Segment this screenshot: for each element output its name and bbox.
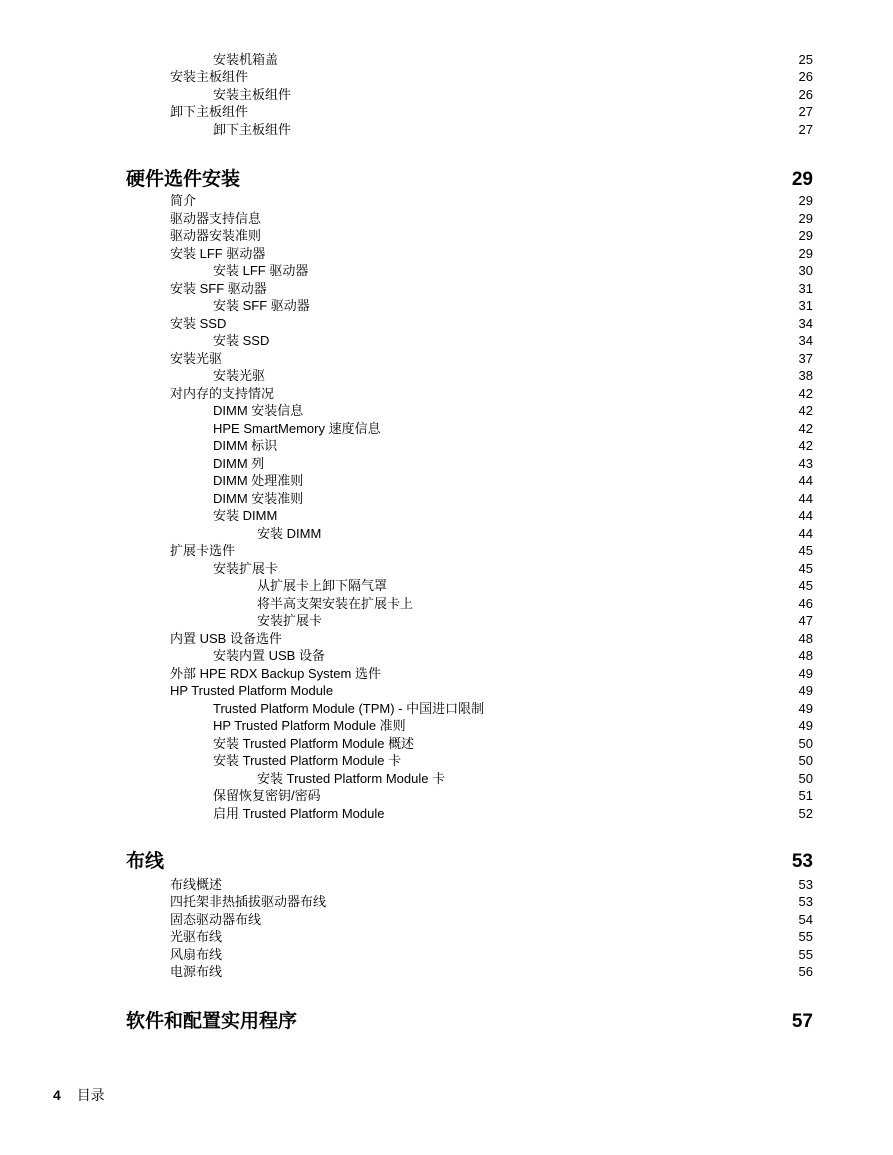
- toc-entry[interactable]: [213, 735, 813, 752]
- toc-entry-page: 27: [798, 104, 813, 119]
- toc-entry-page: 55: [798, 947, 813, 962]
- toc-entry[interactable]: [170, 682, 813, 699]
- toc-entry-title: DIMM 安装信息: [213, 403, 304, 418]
- toc-entry[interactable]: [170, 227, 813, 244]
- toc-entry-page: 45: [798, 578, 813, 593]
- toc-entry-page: 44: [798, 473, 813, 488]
- toc-entry-page: 55: [798, 929, 813, 944]
- toc-chapter-title: 硬件选件安装: [126, 169, 241, 190]
- toc-entry[interactable]: [170, 350, 813, 367]
- toc-entry-title: 安装 SFF 驱动器: [170, 281, 267, 296]
- toc-entry-page: 49: [798, 683, 813, 698]
- toc-entry[interactable]: [213, 121, 813, 138]
- toc-entry[interactable]: [213, 560, 813, 577]
- toc-entry[interactable]: [170, 315, 813, 332]
- toc-entry-title: 扩展卡选件: [170, 543, 236, 558]
- toc-entry-title: 布线概述: [170, 877, 223, 892]
- toc-entry-page: 50: [798, 736, 813, 751]
- toc-entry[interactable]: [170, 385, 813, 402]
- toc-entry[interactable]: [170, 280, 813, 297]
- toc-entry-title: 电源布线: [170, 964, 223, 979]
- toc-entry-page: 31: [798, 281, 813, 296]
- footer-section-label: 目录: [76, 1087, 105, 1103]
- toc-entry[interactable]: [257, 577, 813, 594]
- toc-entry[interactable]: [170, 103, 813, 120]
- page-footer: [53, 1086, 105, 1104]
- toc-entry-page: 43: [798, 456, 813, 471]
- toc-entry-page: 29: [798, 211, 813, 226]
- toc-entry-page: 49: [798, 666, 813, 681]
- toc-entry[interactable]: [213, 647, 813, 664]
- toc-entry[interactable]: [213, 455, 813, 472]
- toc-entry-page: 56: [798, 964, 813, 979]
- toc-entry-title: DIMM 标识: [213, 438, 278, 453]
- toc-entry-title: 安装主板组件: [170, 69, 249, 84]
- toc-entry-page: 44: [798, 508, 813, 523]
- toc-chapter[interactable]: [126, 1010, 813, 1034]
- toc-chapter-page: 29: [791, 169, 813, 190]
- toc-entry-page: 46: [798, 596, 813, 611]
- toc-entry-title: 驱动器安装准则: [170, 228, 262, 243]
- toc-entry[interactable]: [213, 717, 813, 734]
- toc-entry-page: 44: [798, 526, 813, 541]
- toc-entry-page: 42: [798, 438, 813, 453]
- toc-entry-title: 启用 Trusted Platform Module: [213, 806, 385, 821]
- toc-entry-title: 安装内置 USB 设备: [213, 648, 325, 663]
- toc-entry-title: 内置 USB 设备选件: [170, 631, 282, 646]
- toc-entry-page: 52: [798, 806, 813, 821]
- toc-entry[interactable]: [257, 770, 813, 787]
- toc-entry-title: 安装 Trusted Platform Module 卡: [257, 771, 446, 786]
- toc-entry[interactable]: [213, 51, 813, 68]
- toc-entry-title: 安装光驱: [213, 368, 266, 383]
- toc-entry-title: HP Trusted Platform Module: [170, 683, 334, 698]
- toc-chapter[interactable]: [126, 168, 813, 192]
- toc-entry-title: 对内存的支持情况: [170, 386, 275, 401]
- toc-entry-title: 安装 LFF 驱动器: [170, 246, 266, 261]
- toc-entry-page: 26: [798, 87, 813, 102]
- toc-entry[interactable]: [257, 612, 813, 629]
- toc-entry-title: 安装 Trusted Platform Module 卡: [213, 753, 402, 768]
- toc-entry-page: 37: [798, 351, 813, 366]
- toc-entry[interactable]: [213, 402, 813, 419]
- toc-entry[interactable]: [213, 490, 813, 507]
- toc-entry-title: 安装 DIMM: [257, 526, 322, 541]
- toc-entry-page: 54: [798, 912, 813, 927]
- toc-entry[interactable]: [170, 542, 813, 559]
- toc-chapter-title: 布线: [126, 851, 165, 872]
- toc-entry-title: 安装光驱: [170, 351, 223, 366]
- toc-entry-title: 外部 HPE RDX Backup System 选件: [170, 666, 381, 681]
- toc-entry[interactable]: [170, 630, 813, 647]
- toc-entry[interactable]: [170, 68, 813, 85]
- toc-entry[interactable]: [170, 665, 813, 682]
- toc-entry[interactable]: [213, 437, 813, 454]
- toc-entry-page: 53: [798, 877, 813, 892]
- toc-entry-page: 45: [798, 543, 813, 558]
- toc-entry-page: 31: [798, 298, 813, 313]
- toc-chapter-page: 53: [791, 851, 813, 872]
- toc-entry[interactable]: [170, 245, 813, 262]
- toc-entry-title: 简介: [170, 193, 197, 208]
- toc-entry-title: DIMM 安装准则: [213, 491, 304, 506]
- toc-entry-page: 48: [798, 631, 813, 646]
- toc-entry-title: 安装 DIMM: [213, 508, 278, 523]
- toc-entry-page: 49: [798, 718, 813, 733]
- toc-entry-title: 将半高支架安装在扩展卡上: [257, 596, 414, 611]
- toc-entry[interactable]: [213, 507, 813, 524]
- toc-entry-title: DIMM 列: [213, 456, 265, 471]
- toc-entry-title: 安装 Trusted Platform Module 概述: [213, 736, 415, 751]
- toc-entry[interactable]: [257, 595, 813, 612]
- toc-entry-title: 固态驱动器布线: [170, 912, 262, 927]
- toc-entry-page: 45: [798, 561, 813, 576]
- toc-entry[interactable]: [213, 297, 813, 314]
- toc-entry[interactable]: [170, 210, 813, 227]
- toc-entry-title: 从扩展卡上卸下隔气罩: [257, 578, 388, 593]
- toc-entry[interactable]: [213, 262, 813, 279]
- toc-entry-page: 29: [798, 246, 813, 261]
- toc-entry[interactable]: [213, 472, 813, 489]
- toc-chapter-title: 软件和配置实用程序: [126, 1011, 298, 1032]
- toc-entry-title: 安装 LFF 驱动器: [213, 263, 309, 278]
- toc-entry-page: 42: [798, 421, 813, 436]
- toc-entry-page: 44: [798, 491, 813, 506]
- toc-entry[interactable]: [170, 946, 813, 963]
- toc-entry-title: 安装 SFF 驱动器: [213, 298, 310, 313]
- toc-entry[interactable]: [170, 911, 813, 928]
- toc-entry[interactable]: [213, 805, 813, 822]
- toc-entry-title: 安装主板组件: [213, 87, 292, 102]
- toc-entry-page: 49: [798, 701, 813, 716]
- toc-entry-page: 42: [798, 403, 813, 418]
- toc-entry-page: 38: [798, 368, 813, 383]
- toc-entry[interactable]: [213, 367, 813, 384]
- toc-entry-page: 34: [798, 333, 813, 348]
- toc-entry-page: 29: [798, 193, 813, 208]
- footer-page-number: 4: [53, 1087, 61, 1103]
- toc-entry-page: 42: [798, 386, 813, 401]
- toc-entry[interactable]: [170, 192, 813, 209]
- toc-entry-title: Trusted Platform Module (TPM) - 中国进口限制: [213, 701, 485, 716]
- toc-entry-title: 安装 SSD: [213, 333, 270, 348]
- toc-entry-title: 卸下主板组件: [213, 122, 292, 137]
- toc-entry-page: 34: [798, 316, 813, 331]
- toc-entry-title: 驱动器支持信息: [170, 211, 262, 226]
- toc-entry-page: 47: [798, 613, 813, 628]
- toc-entry[interactable]: [213, 752, 813, 769]
- toc-entry-page: 53: [798, 894, 813, 909]
- toc-entry-page: 29: [798, 228, 813, 243]
- toc-entry-title: 风扇布线: [170, 947, 223, 962]
- toc-entry[interactable]: [213, 86, 813, 103]
- toc-entry-page: 50: [798, 771, 813, 786]
- toc-entry-page: 27: [798, 122, 813, 137]
- toc-entry-title: 四托架非热插拔驱动器布线: [170, 894, 327, 909]
- toc-chapter[interactable]: [126, 850, 813, 874]
- toc-entry-page: 50: [798, 753, 813, 768]
- toc-entry-title: HPE SmartMemory 速度信息: [213, 421, 381, 436]
- toc-entry-page: 26: [798, 69, 813, 84]
- toc-entry[interactable]: [170, 893, 813, 910]
- toc-entry[interactable]: [170, 963, 813, 980]
- toc-entry-title: 卸下主板组件: [170, 104, 249, 119]
- toc-entry-title: 保留恢复密钥/密码: [213, 788, 321, 803]
- toc-entry-title: 安装扩展卡: [213, 561, 279, 576]
- toc-entry[interactable]: [213, 700, 813, 717]
- toc-entry[interactable]: [170, 928, 813, 945]
- toc-entry-page: 25: [798, 52, 813, 67]
- toc-entry-title: 光驱布线: [170, 929, 223, 944]
- toc-entry-title: 安装 SSD: [170, 316, 227, 331]
- toc-entry-title: HP Trusted Platform Module 准则: [213, 718, 406, 733]
- toc-entry-title: DIMM 处理准则: [213, 473, 304, 488]
- toc-entry[interactable]: [213, 420, 813, 437]
- toc-entry[interactable]: [170, 876, 813, 893]
- toc-entry-title: 安装扩展卡: [257, 613, 323, 628]
- toc-entry[interactable]: [213, 332, 813, 349]
- toc-entry-title: 安装机箱盖: [213, 52, 279, 67]
- toc-entry[interactable]: [257, 525, 813, 542]
- toc-entry-page: 48: [798, 648, 813, 663]
- toc-entry-page: 51: [798, 788, 813, 803]
- toc-entry-page: 30: [798, 263, 813, 278]
- toc-chapter-page: 57: [791, 1011, 813, 1032]
- toc-entry[interactable]: [213, 787, 813, 804]
